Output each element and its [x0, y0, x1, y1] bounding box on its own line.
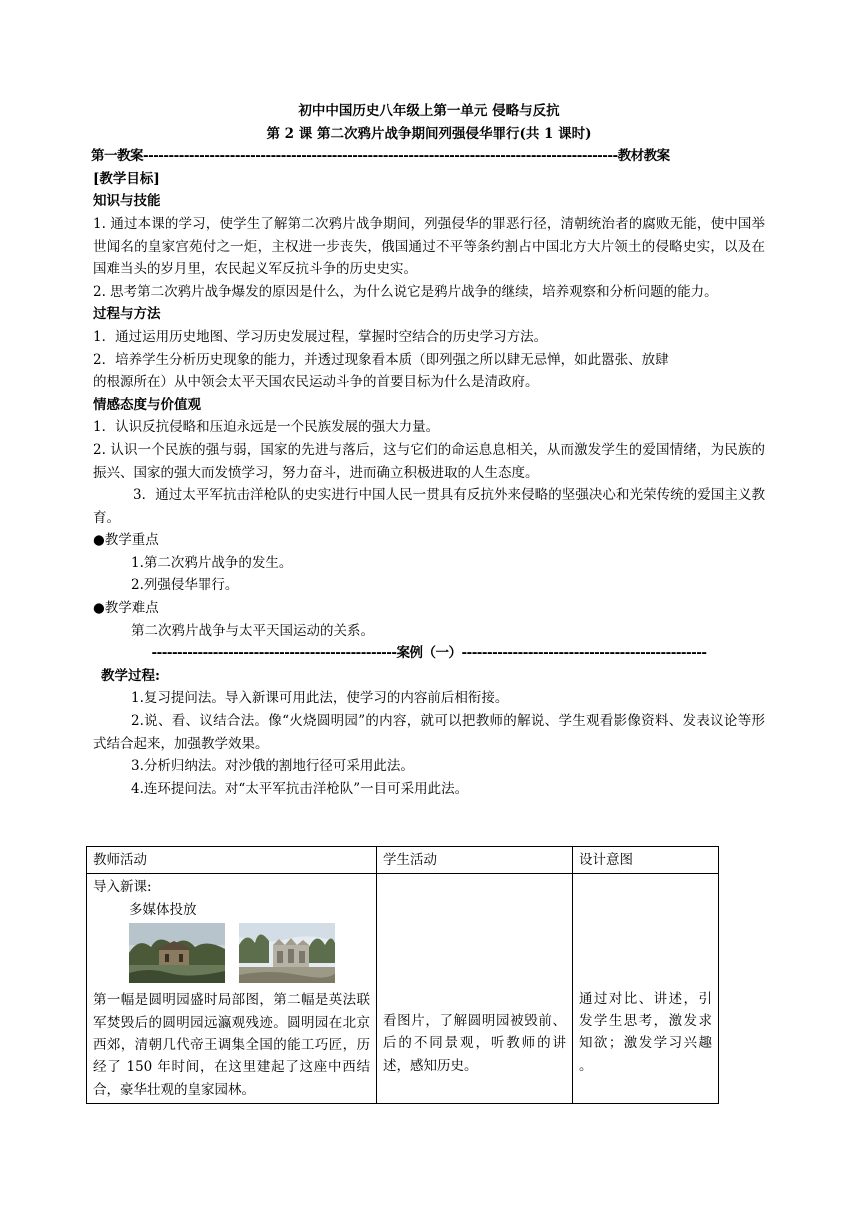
document-title: 初中中国历史八年级上第一单元 侵略与反抗 — [298, 103, 560, 119]
case-line: 第一教案---------------------------------------------------------------------------------------------教材教案 — [91, 148, 670, 165]
emotion-paragraph-3: 3．通过太平军抗击洋枪队的史实进行中国人民一贯具有反抗外来侵略的坚强决心和光荣传统的爱国主义教育。 — [93, 487, 765, 526]
yuanmingyuan-ruins-image — [239, 923, 335, 983]
difficulty-heading: ●教学难点 — [93, 600, 159, 617]
table-row — [87, 874, 719, 1104]
table-header-row — [87, 847, 719, 874]
teacher-text: 第一幅是圆明园盛时局部图，第二幅是英法联军焚毁后的圆明园远瀛观残迹。圆明园在北京西郊，清朝几代帝王调集全国的能工巧匠，历经了 150 年时间，在这里建起了这座中西结合，豪华壮观的皇家园林。 — [93, 992, 370, 1098]
teacher-activity-cell — [87, 874, 377, 1104]
emotion-paragraph-1: 1．认识反抗侵略和压迫永远是一个民族发展的强大力量。 — [93, 419, 440, 436]
process-paragraph-1: 1．通过运用历史地图、学习历史发展过程，掌握时空结合的历史学习方法。 — [93, 328, 548, 345]
teaching-process-item: 1.复习提问法。导入新课可用此法，使学习的内容前后相衔接。 — [131, 690, 509, 707]
document-body — [93, 100, 765, 800]
lesson-title: 第 2 课 第二次鸦片战争期间列强侵华罪行(共 1 课时) — [266, 125, 592, 142]
emotion-heading: 情感态度与价值观 — [93, 396, 201, 413]
case-divider: ------------------------------------------------案例（一）------------------------------------------------ — [151, 645, 707, 662]
teaching-process-item: 2.说、看、议结合法。像“火烧圆明园”的内容，就可以把教师的解说、学生观看影像资料、发表议论等形式结合起来，加强教学效果。 — [93, 713, 765, 752]
photo-row — [93, 923, 370, 983]
difficulty-text: 第二次鸦片战争与太平天国运动的关系。 — [131, 622, 374, 639]
header-design-intent: 设计意图 — [573, 847, 719, 874]
header-student-activity: 学生活动 — [377, 847, 573, 874]
teaching-process-item: 4.连环提问法。对“太平军抗击洋枪队”一目可采用此法。 — [131, 780, 469, 797]
teacher-media: 多媒体投放 — [129, 901, 197, 918]
key-point-item: 1.第二次鸦片战争的发生。 — [131, 554, 293, 571]
student-text: 看图片，了解圆明园被毁前、后的不同景观，听教师的讲述，感知历史。 — [383, 1013, 566, 1074]
teaching-process-item: 3.分析归纳法。对沙俄的割地行径可采用此法。 — [131, 758, 414, 775]
student-activity-cell — [377, 874, 573, 1104]
process-heading: 过程与方法 — [93, 306, 161, 323]
key-point-item: 2.列强侵华罪行。 — [131, 577, 239, 594]
design-intent-cell — [573, 874, 719, 1104]
emotion-paragraph-2: 2. 认识一个民族的强与弱，国家的先进与落后，这与它们的命运息息相关，从而激发学生的爱国情绪，为民族的振兴、国家的强大而发愤学习，努力奋斗，进而确立积极进取的人生态度。 — [93, 441, 765, 481]
key-points-heading: ●教学重点 — [93, 532, 159, 549]
header-teacher-activity: 教师活动 — [87, 847, 377, 874]
objectives-heading: [教学目标] — [93, 170, 160, 187]
yuanmingyuan-prosperous-image — [129, 923, 225, 983]
intent-text: 通过对比、讲述，引发学生思考，激发求知欲；激发学习兴趣 。 — [579, 990, 712, 1074]
process-paragraph-2b: 的根源所在）从中领会太平天国农民运动斗争的首要目标为什么是清政府。 — [93, 374, 539, 391]
activity-table — [86, 846, 719, 1104]
process-paragraph-2a: 2．培养学生分析历史现象的能力，并透过现象看本质（即列强之所以肆无忌惮，如此嚣张、放肆 — [93, 351, 669, 368]
knowledge-paragraph-2: 2. 思考第二次鸦片战争爆发的原因是什么，为什么说它是鸦片战争的继续，培养观察和分析问题的能力。 — [93, 283, 718, 300]
teaching-process-heading: 教学过程: — [101, 667, 160, 684]
knowledge-heading: 知识与技能 — [93, 193, 161, 210]
teacher-intro: 导入新课: — [93, 879, 152, 896]
knowledge-paragraph-1: 1. 通过本课的学习，使学生了解第二次鸦片战争期间，列强侵华的罪恶行径，清朝统治者的腐败无能，使中国举世闻名的皇家宫苑付之一炬，主权进一步丧失，俄国通过不平等条约割占中国北方大片领土的侵略史实，以及在国难当头的岁月里，农民起义军反抗斗争的历史史实。 — [93, 215, 765, 278]
